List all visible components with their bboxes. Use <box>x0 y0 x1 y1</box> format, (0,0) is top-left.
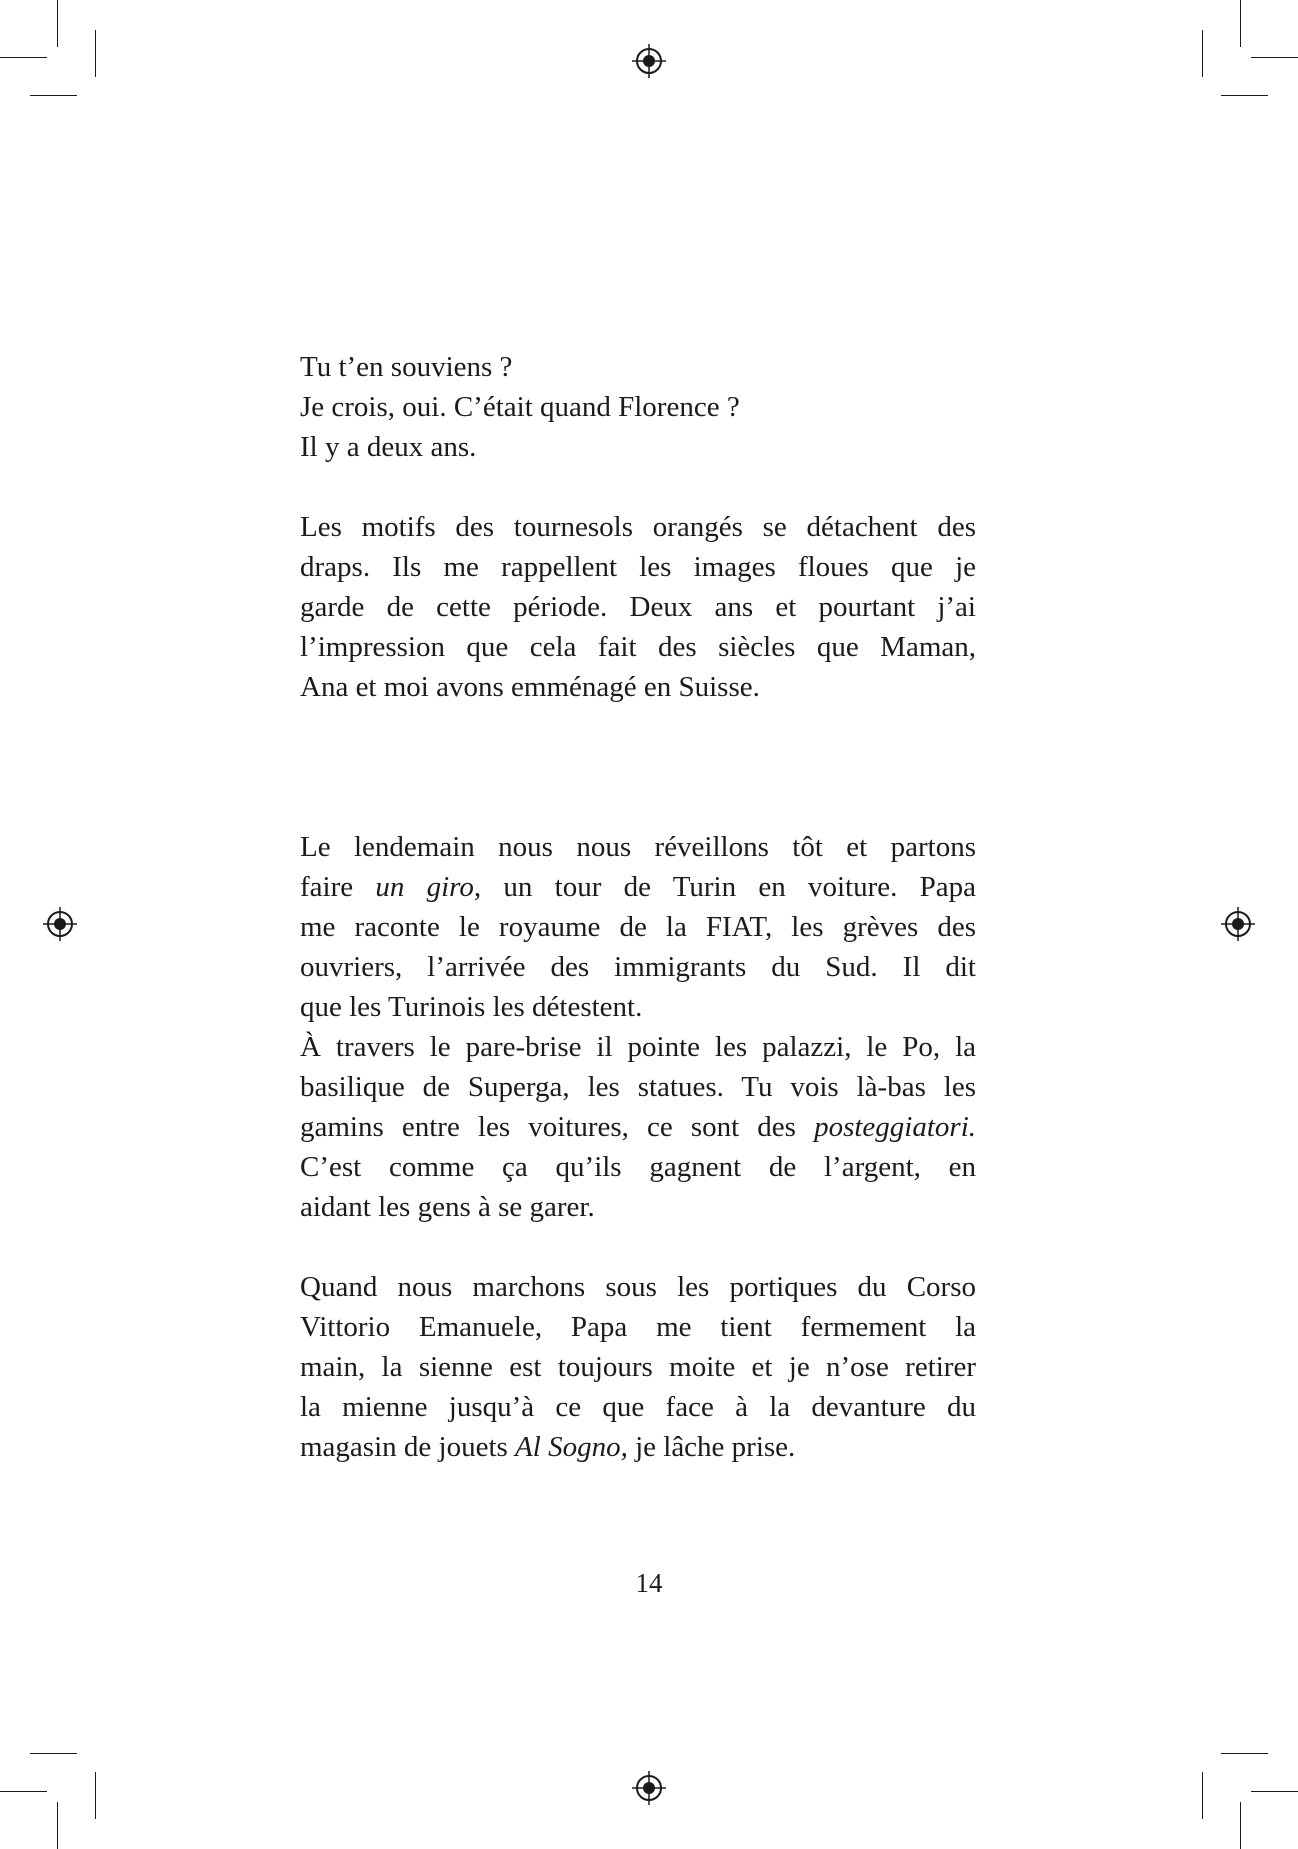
text-line: Le lendemain nous nous réveillons tôt et partons <box>300 831 976 863</box>
registration-mark-icon <box>632 1771 666 1805</box>
paragraph <box>300 827 976 1227</box>
text-line: garde de cette période. Deux ans et pourtant j’ai <box>300 591 976 623</box>
crop-mark <box>1251 57 1298 58</box>
text-line: Je crois, oui. C’était quand Florence ? <box>300 391 740 423</box>
text-line: aidant les gens à se garer. <box>300 1191 595 1223</box>
crop-mark <box>1240 0 1241 47</box>
crop-mark <box>1221 1753 1268 1754</box>
paragraph <box>300 1267 976 1467</box>
crop-mark <box>1202 30 1203 77</box>
registration-mark-icon <box>1221 907 1255 941</box>
text-line: Ana et moi avons emménagé en Suisse. <box>300 671 760 703</box>
crop-mark <box>1202 1772 1203 1819</box>
crop-mark <box>95 30 96 77</box>
text-line: Tu t’en souviens ? <box>300 351 513 383</box>
crop-mark <box>30 95 77 96</box>
crop-mark <box>30 1753 77 1754</box>
text-line: l’impression que cela fait des siècles que Maman, <box>300 631 976 663</box>
text-line: ouvriers, l’arrivée des immigrants du Sud. Il dit <box>300 951 976 983</box>
text-line: Quand nous marchons sous les portiques du Corso <box>300 1271 976 1303</box>
registration-mark-icon <box>632 44 666 78</box>
text-line: magasin de jouets Al Sogno, je lâche prise. <box>300 1431 796 1463</box>
crop-mark <box>57 1802 58 1849</box>
text-line: main, la sienne est toujours moite et je n’ose retirer <box>300 1351 976 1383</box>
dialogue-paragraph <box>300 347 976 467</box>
crop-mark <box>0 1791 47 1792</box>
italic-text: un giro, <box>375 871 482 903</box>
page-number: 14 <box>635 1568 663 1598</box>
body-text <box>300 347 976 1467</box>
crop-mark <box>0 57 47 58</box>
paragraph <box>300 507 976 707</box>
crop-mark <box>1221 95 1268 96</box>
text-line: basilique de Superga, les statues. Tu vois là-bas les <box>300 1071 976 1103</box>
text-line: la mienne jusqu’à ce que face à la devanture du <box>300 1391 976 1423</box>
text-line: Il y a deux ans. <box>300 431 477 463</box>
text-line: faire un giro, un tour de Turin en voiture. Papa <box>300 871 976 903</box>
crop-mark <box>95 1772 96 1819</box>
crop-mark <box>57 0 58 47</box>
registration-mark-icon <box>43 907 77 941</box>
text-line: que les Turinois les détestent. <box>300 991 643 1023</box>
crop-mark <box>1251 1791 1298 1792</box>
text-line: À travers le pare-brise il pointe les palazzi, le Po, la <box>300 1031 976 1063</box>
crop-mark <box>1240 1802 1241 1849</box>
italic-text: Al Sogno, <box>515 1431 628 1463</box>
text-line: C’est comme ça qu’ils gagnent de l’argent, en <box>300 1151 976 1183</box>
text-line: Les motifs des tournesols orangés se détachent des <box>300 511 976 543</box>
text-line: me raconte le royaume de la FIAT, les grèves des <box>300 911 976 943</box>
text-line: draps. Ils me rappellent les images floues que je <box>300 551 976 583</box>
text-line: gamins entre les voitures, ce sont des posteggiatori. <box>300 1111 976 1143</box>
italic-text: posteggiatori. <box>814 1111 976 1143</box>
text-line: Vittorio Emanuele, Papa me tient fermement la <box>300 1311 976 1343</box>
